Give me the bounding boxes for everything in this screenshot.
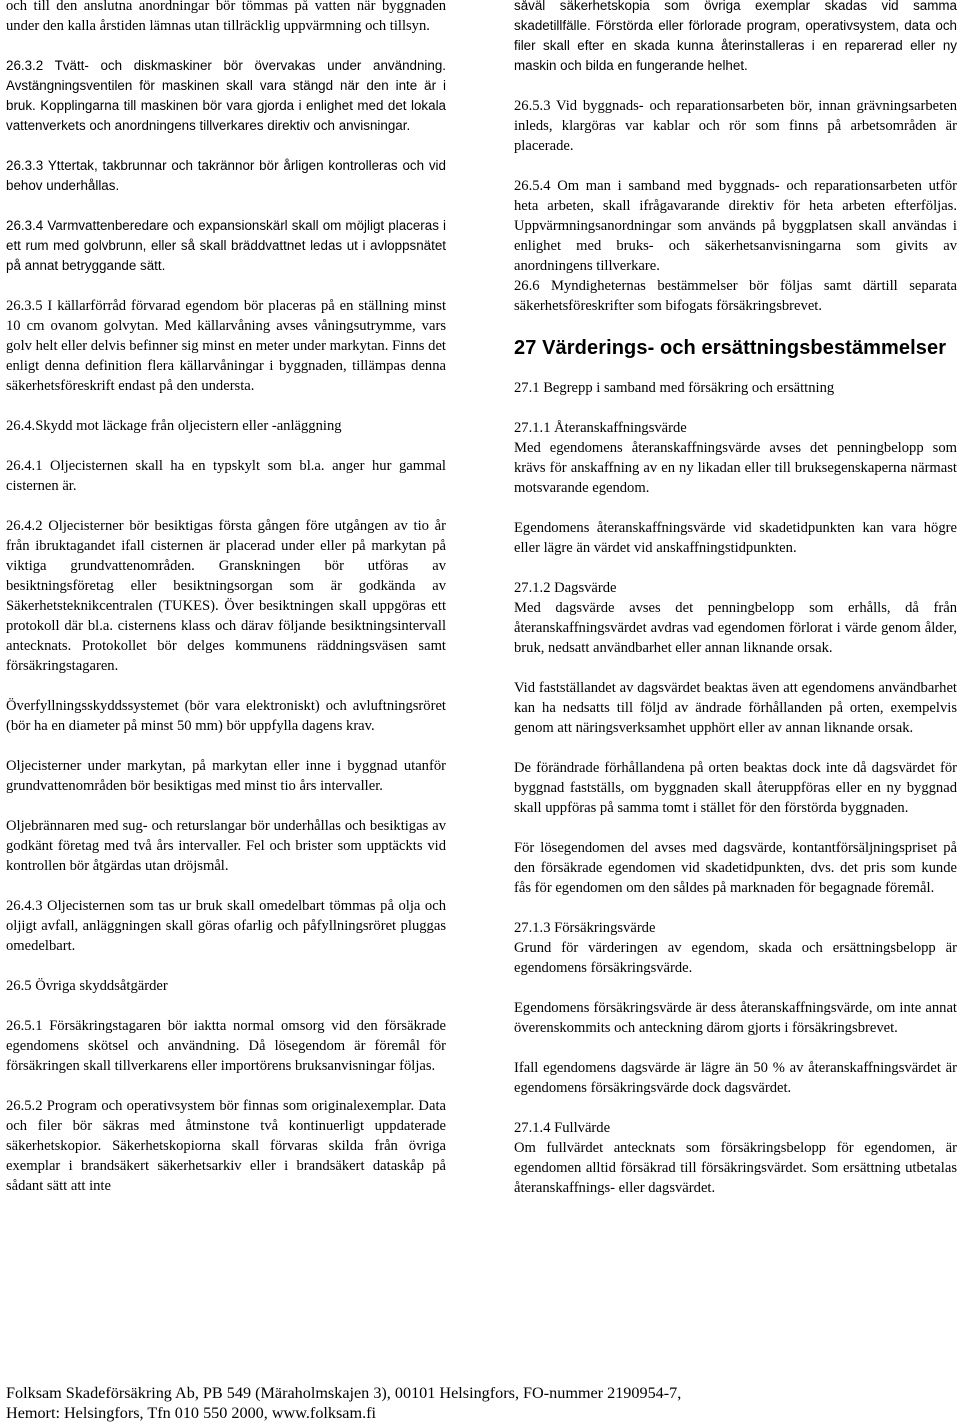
paragraph: 26.3.2 Tvätt- och diskmaskiner bör övervakas under användning. Avstängningsventilen för maskinen skall vara stängd när den inte är i bruk. Kopplingarna till maskinen bör vara gjorda i enlighet med det lokala vattenverkets och anordningens tillverkares direktiv och anvisningar.	[6, 58, 446, 133]
paragraph: 26.5.1 Försäkringstagaren bör iaktta normal omsorg vid den försäkrade egendomens skötsel och användning. Då lösegendom är föremål för försäkringen skall tillverkarens eller importörens bruksanvisningar följas.	[6, 1018, 446, 1074]
paragraph: såväl säkerhetskopia som övriga exemplar skadas vid samma skadetillfälle. Förstörda eller förlorade program, operativsystem, data och filer skall efter en skada kunna återinstalleras i en reparerad eller ny maskin och bilda en fungerande helhet.	[514, 0, 957, 73]
paragraph: 26.3.5 I källarförråd förvarad egendom bör placeras på en ställning minst 10 cm ovanom golvytan. Med källarvåning avses våningsutrymme, vars golv helt eller delvis befinner sig minst en meter under markytan. Finns det enligt denna definition flera källarvåningar i byggnaden, tillämpas denna säkerhetsföreskrift endast på den understa.	[6, 298, 446, 394]
paragraph: 26.3.4 Varmvattenberedare och expansionskärl skall om möjligt placeras i ett rum med golvbrunn, eller så skall bräddvattnet ledas ut i avloppsnätet på annat betryggande sätt.	[6, 218, 446, 273]
left-column	[6, 0, 446, 1216]
paragraph: Egendomens försäkringsvärde är dess återanskaffningsvärde, om inte annat överenskommits och anteckning därom gjorts i försäkringsbrevet.	[514, 1000, 957, 1036]
paragraph: 26.4.2 Oljecisterner bör besiktigas första gången före utgången av tio år från ibruktagandet ifall cisternen är placerad under eller på markytan på viktiga grundvattenområden. Granskningen bör utföras av besiktningsföretag eller besiktningsorgan som är godkända av Säkerhetsteknikcentralen (TUKES). Över besiktningen skall uppgöras ett protokoll där bl.a. cisternens klass och därav följande besiktningsintervall antecknats. Protokollet bör delges kommunens räddningsväsen samt försäkringstagaren.	[6, 518, 446, 674]
paragraph: Oljebrännaren med sug- och returslangar bör underhållas och besiktigas av godkänt företag med två års intervaller. Fel och brister som upptäckts vid kontrollen bör åtgärdas utan dröjsmål.	[6, 818, 446, 874]
page-footer	[6, 1383, 906, 1423]
paragraph: 27.1.3 Försäkringsvärde Grund för värderingen av egendom, skada och ersättningsbelopp är egendomens försäkringsvärde.	[514, 920, 957, 976]
paragraph: 27.1.2 Dagsvärde Med dagsvärde avses det penningbelopp som erhålls, då från återanskaffningsvärdet avdras vad egendomen förlorat i värde genom ålder, bruk, nedsatt användbarhet eller annan liknande orsak.	[514, 580, 957, 656]
paragraph: Oljecisterner under markytan, på markytan eller inne i byggnad utanför grundvattenområden bör besiktigas med minst tio års intervaller.	[6, 758, 446, 794]
paragraph: och till den anslutna anordningar bör tömmas på vatten när byggnaden under den kalla årstiden lämnas utan tillräcklig uppvärmning och tillsyn.	[6, 0, 446, 34]
paragraph: 26.4.Skydd mot läckage från oljecistern eller -anläggning	[6, 418, 342, 434]
section-heading: 27 Värderings- och ersättningsbestämmelser	[514, 337, 947, 359]
paragraph: Egendomens återanskaffningsvärde vid skadetidpunkten kan vara högre eller lägre än värdet vid anskaffningstidpunkten.	[514, 520, 957, 556]
right-column-intro	[514, 0, 957, 316]
paragraph: De förändrade förhållandena på orten beaktas dock inte då dagsvärdet för byggnad fastställs, om byggnaden skall återuppföras eller en ny byggnad skall uppföras på samma tomt i stället för den förstörda byggnaden.	[514, 760, 957, 816]
footer-line-2: Hemort: Helsingfors, Tfn 010 550 2000, www.folksam.fi	[6, 1404, 377, 1422]
paragraph: Ifall egendomens dagsvärde är lägre än 50 % av återanskaffningsvärdet är egendomens försäkringsvärde dock dagsvärdet.	[514, 1060, 957, 1096]
paragraph: 27.1.1 Återanskaffningsvärde Med egendomens återanskaffningsvärde avses det penningbelopp som krävs för anskaffning av en ny likadan eller till bruksegenskaperna närmast motsvarande egendom.	[514, 420, 957, 496]
paragraph: 26.5.3 Vid byggnads- och reparationsarbeten bör, innan grävningsarbeten inleds, klargöras var kablar och rör som finns på arbetsområden är placerade.	[514, 98, 957, 154]
paragraph: 26.5.2 Program och operativsystem bör finnas som originalexemplar. Data och filer bör säkras med åtminstone två kontinuerligt uppdaterade säkerhetskopior. Säkerhetskopiorna skall förvaras skilda från övriga exemplar i brandsäkert säkerhetsarkiv eller i brandsäkert dataskåp på sådant sätt att inte	[6, 1098, 446, 1194]
paragraph: För lösegendomen del avses med dagsvärde, kontantförsäljningspriset på den försäkrade egendomen vid skadetidpunkten, dvs. det pris som kunde fås för egendomen om den såldes på marknaden för begagnade föremål.	[514, 840, 957, 896]
paragraph: 26.5 Övriga skyddsåtgärder	[6, 978, 168, 994]
paragraph: Vid fastställandet av dagsvärdet beaktas även att egendomens användbarhet kan ha nedsatts till följd av ändrade förhållanden på orten, exempelvis genom att näringsverksamhet upphört eller av annan liknande orsak.	[514, 680, 957, 736]
paragraph: 26.6 Myndigheternas bestämmelser bör följas samt därtill separata säkerhetsföreskrifter som bifogats försäkringsbrevet.	[514, 278, 957, 314]
paragraph: 26.4.1 Oljecisternen skall ha en typskylt som bl.a. anger hur gammal cisternen är.	[6, 458, 446, 494]
footer-line-1: Folksam Skadeförsäkring Ab, PB 549 (Märaholmskajen 3), 00101 Helsingfors, FO-nummer 2190954-7,	[6, 1384, 682, 1402]
right-column	[514, 0, 957, 1218]
paragraph: 27.1 Begrepp i samband med försäkring och ersättning	[514, 380, 835, 396]
right-column-body	[514, 378, 957, 1198]
paragraph: 27.1.4 Fullvärde Om fullvärdet antecknats som försäkringsbelopp för egendomen, är egendomen alltid försäkrad till försäkringsvärdet. Som ersättning utbetalas återanskaffnings- eller dagsvärdet.	[514, 1120, 957, 1196]
paragraph: 26.5.4 Om man i samband med byggnads- och reparationsarbeten utför heta arbeten, skall ifrågavarande direktiv för heta arbeten efterföljas. Uppvärmningsanordningar som används på byggplatsen skall användas i enlighet med bruks- och säkerhetsanvisningarna som givits av anordningens tillverkare.	[514, 178, 957, 274]
paragraph: 26.4.3 Oljecisternen som tas ur bruk skall omedelbart tömmas på olja och oljigt avfall, anläggningen skall göras ofarlig och påfyllningsröret pluggas omedelbart.	[6, 898, 446, 954]
paragraph: 26.3.3 Yttertak, takbrunnar och takrännor bör årligen kontrolleras och vid behov underhållas.	[6, 158, 446, 193]
paragraph: Överfyllningsskyddssystemet (bör vara elektroniskt) och avluftningsröret (bör ha en diameter på minst 50 mm) bör uppfylla dagens krav.	[6, 698, 446, 734]
